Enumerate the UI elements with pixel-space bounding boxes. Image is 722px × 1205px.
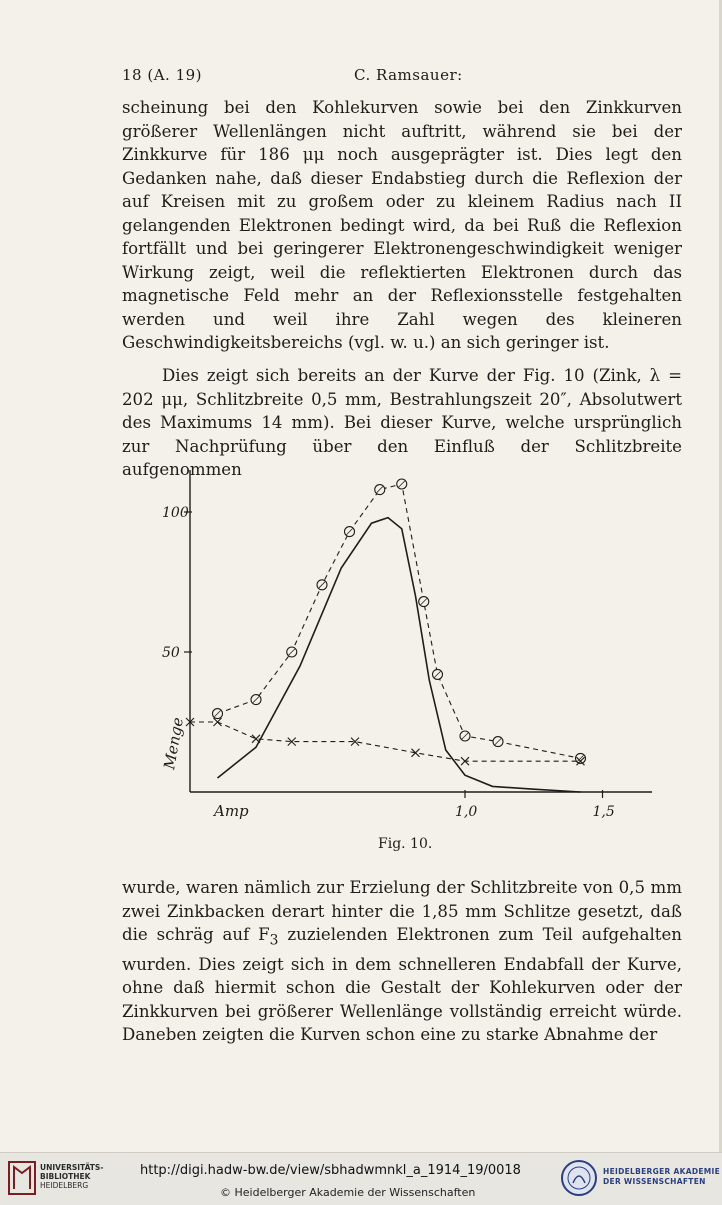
y-tick-label: 50: [162, 645, 180, 661]
academy-name: [603, 1167, 720, 1187]
library-name-line-1: UNIVERSITÄTS-: [40, 1163, 104, 1172]
library-logo-icon: [8, 1161, 36, 1195]
figure-10-plot: [150, 470, 660, 830]
cross-point: [214, 718, 222, 726]
permalink[interactable]: http://digi.hadw-bw.de/view/sbhadwmnkl_a_1914_19/0018: [140, 1163, 521, 1178]
paragraph-1: scheinung bei den Kohlekurven sowie bei den Zinkkurven größerer Wellenlängen nicht auftritt, während sie bei der Zinkkurve für 186 μμ noch ausgeprägter ist. Dies legt den Gedanken nahe, daß dieser Endabstieg durch die Reflexion der auf Kreisen mit zu großem oder zu kleinem Radius nach II gelangenden Elektronen bedingt wird, da bei Ruß die Reflexion fortfällt und bei geringerer Elektronengeschwindigkeit weniger Wirkung zeigt, weil die reflektierten Elektronen durch das magnetische Feld mehr an der Reflexionsstelle festgehalten werden und weil ihre Zahl wegen des kleineren Geschwindigkeitsbereichs (vgl. w. u.) an sich geringer ist.: [122, 98, 682, 352]
x-axis-label: Amp: [214, 802, 249, 820]
paragraph-3-subscript: 3: [269, 932, 279, 949]
figure-10: [150, 470, 660, 830]
x-tick-label: 1,0: [455, 804, 478, 820]
copyright-notice: © Heidelberger Akademie der Wissenschaften: [220, 1186, 476, 1199]
academy-seal-icon: [560, 1159, 598, 1197]
series-line-2: [190, 722, 581, 761]
x-tick-label: 1,5: [592, 804, 615, 820]
y-axis-label: Menge: [160, 715, 188, 771]
library-name: [40, 1163, 120, 1190]
paragraph-3-part-b: zuzielenden Elektronen zum Teil aufgehalten wurden. Dies zeigt sich in dem schnelleren Endabfall der Kurve, ohne daß hiermit schon die Gestalt der Kohlekurven oder der Zinkkurven bei größerer Wellenlänge vollständig erreicht würde. Daneben zeigten die Kurven schon eine zu starke Abnahme der: [122, 925, 682, 1045]
library-name-line-3: HEIDELBERG: [40, 1181, 89, 1190]
running-header: [122, 66, 682, 88]
y-tick-label: 100: [162, 505, 189, 521]
academy-name-line-1: HEIDELBERGER AKADEMIE: [603, 1167, 721, 1176]
series-line-3: [218, 518, 581, 792]
figure-caption: Fig. 10.: [378, 836, 433, 852]
paragraph-3: [122, 876, 682, 1047]
page-number: 18 (A. 19): [122, 66, 203, 84]
academy-name-line-2: DER WISSENSCHAFTEN: [603, 1177, 706, 1186]
paragraph-3-part-a: wurde, waren nämlich zur Erzielung der Schlitzbreite von 0,5 mm zwei Zinkbacken derart hinter die 1,85 mm Schlitze gesetzt, daß die schräg auf F: [122, 878, 682, 944]
running-author: C. Ramsauer:: [354, 66, 463, 84]
paragraph-2: Dies zeigt sich bereits an der Kurve der Fig. 10 (Zink, λ = 202 μμ, Schlitzbreite 0,5 mm, Bestrahlungszeit 20″, Absolutwert des Maximums 14 mm). Bei dieser Kurve, welche ursprünglich zur Nachprüfung über den Einfluß der Schlitzbreite aufgenommen: [122, 366, 682, 479]
digitization-footer: [0, 1152, 722, 1205]
library-name-line-2: BIBLIOTHEK: [40, 1172, 91, 1181]
